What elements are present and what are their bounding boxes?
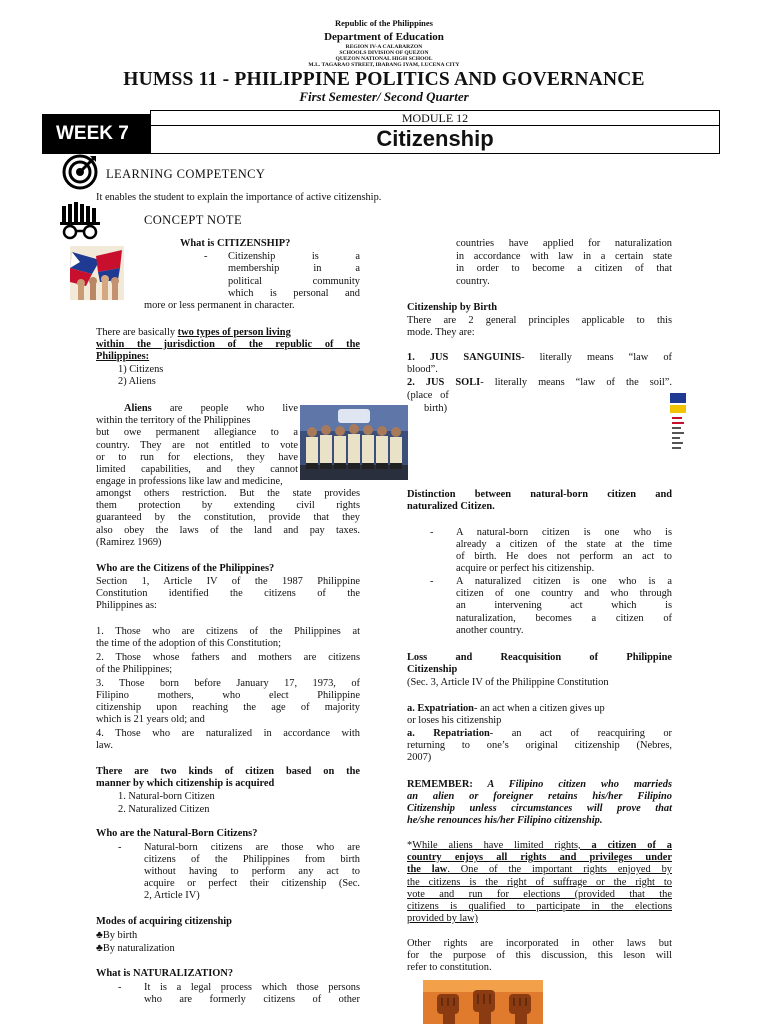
school-line: QUEZON NATIONAL HIGH SCHOOL — [335, 56, 433, 62]
by-birth-line: There are 2 general principles applicable to this — [407, 315, 672, 326]
jus-soli-line — [407, 377, 672, 389]
jus-sanguinis-text: - literally means “law of — [521, 352, 672, 363]
citizen-list-line: the time of the adoption of this Constitution; — [96, 638, 281, 649]
natural-born-q: Who are the Natural-Born Citizens? — [96, 828, 258, 839]
citizen-list-line: 2. Those whose fathers and mothers are citizens — [96, 652, 360, 663]
citizen-list-line: of the Philippines; — [96, 664, 173, 675]
loss-reference: (Sec. 3, Article IV of the Philippine Constitution — [407, 677, 609, 688]
kind-item: 1. Natural-born Citizen — [118, 791, 215, 802]
poster-clip — [670, 393, 686, 463]
types-bold: two types of person living — [177, 327, 291, 338]
subject-title: HUMSS 11 - PHILIPPINE POLITICS AND GOVERNANCE — [123, 69, 645, 90]
aliens-line: (Ramirez 1969) — [96, 537, 162, 548]
citizen-list-line: 1. Those who are citizens of the Philippines at — [96, 626, 360, 637]
section1-line: Section 1, Article IV of the 1987 Philippine — [96, 576, 360, 587]
rights-text: . One of the important rights enjoyed by — [447, 864, 672, 875]
remember-line — [407, 779, 672, 791]
aliens-line: also obey the laws of the land and pay taxes. — [96, 525, 360, 536]
jus-sanguinis-term: 1. JUS SANGUINIS — [407, 352, 522, 363]
citizenship-def-line: more or less permanent in character. — [144, 300, 295, 311]
dash: - — [430, 576, 434, 587]
loss-q: Citizenship — [407, 664, 458, 675]
citizen-list-line: citizenship upon reaching the age of majority — [96, 702, 360, 713]
two-kinds-line: manner by which citizenship is acquired — [96, 778, 275, 789]
naturalization-cont-line: in accordance with law in a certain state — [456, 251, 672, 262]
repatriation-cont: 2007) — [407, 752, 432, 763]
citizen-list-line: which is 21 years old; and — [96, 714, 205, 725]
citizen-list-line: 4. Those who are naturalized in accordance with — [96, 728, 360, 739]
types-paragraph — [96, 327, 360, 339]
distinction-1-line: acquire or perfect his citizenship. — [456, 563, 595, 574]
aliens-line-text: are people who live — [169, 403, 298, 414]
other-rights-line: refer to constitution. — [407, 962, 492, 973]
other-rights-line: for the purpose of this discussion, this leson will — [407, 950, 672, 961]
what-is-citizenship-q: What is CITIZENSHIP? — [180, 238, 291, 249]
region-line: REGION IV-A CALABARZON — [345, 44, 423, 50]
group-photo — [300, 405, 408, 480]
remember-line: he/she renounces his/her Filipino citizenship. — [407, 815, 603, 826]
section1-line: Philippines as: — [96, 600, 157, 611]
remember-label: REMEMBER: — [407, 779, 473, 790]
rights-bold: the law — [407, 864, 448, 875]
module-box — [150, 110, 720, 154]
rights-line: the citizens is the right of suffrage or the right to — [407, 877, 672, 888]
rights-line — [407, 864, 672, 876]
repatriation-line — [407, 728, 672, 740]
distinction-2-line: another country. — [456, 625, 524, 636]
naturalization-def-line: It is a legal process which those persons — [144, 982, 360, 993]
aliens-line: engage in professions like law and medicine, — [96, 476, 283, 487]
mode-item: ♣By birth — [96, 930, 138, 941]
citizen-list-line: law. — [96, 740, 113, 751]
jus-soli-text: - literally means “law of the soil”. — [480, 377, 672, 388]
topic-title: Citizenship — [376, 126, 494, 151]
citizen-list-line: Filipino mothers, who elect Philippine — [96, 690, 360, 701]
types-bold-line: within the jurisdiction of the republic of the — [96, 339, 360, 350]
aliens-word: Aliens — [124, 403, 152, 414]
aliens-line: them protection by extending civil rights — [96, 500, 360, 511]
jus-sanguinis-line — [407, 352, 672, 364]
who-are-citizens-q: Who are the Citizens of the Philippines? — [96, 563, 275, 574]
concept-note-heading: CONCEPT NOTE — [144, 213, 242, 227]
repatriation-text: - an act of reacquiring or — [489, 728, 672, 739]
jus-soli-cont: birth) — [424, 403, 448, 414]
citizenship-def-line: Citizenship is a — [228, 251, 360, 262]
other-rights-line: Other rights are incorporated in other laws but — [407, 938, 672, 949]
republic-line: Republic of the Philippines — [334, 18, 433, 28]
repatriation-cont: returning to one’s original citizenship (Nebres, — [407, 740, 672, 751]
type-item: 1) Citizens — [118, 364, 164, 375]
semester-subtitle: First Semester/ Second Quarter — [299, 89, 469, 104]
types-bold-line: Philippines: — [96, 351, 150, 362]
repatriation-term: a. Repatriation — [407, 728, 490, 739]
rights-line: citizens is qualified to participate in the elections — [407, 901, 672, 912]
fists-photo — [423, 980, 543, 1024]
flag-photo — [70, 246, 124, 300]
module-label: MODULE 12 — [401, 111, 469, 125]
naturalization-cont-line: in order to become a citizen of that — [456, 263, 672, 274]
modes-q: Modes of acquiring citizenship — [96, 916, 232, 927]
learning-competency-heading: LEARNING COMPETENCY — [106, 167, 266, 181]
target-icon — [62, 154, 98, 190]
expatriation-line — [407, 703, 672, 715]
naturalization-cont-line: countries have applied for naturalization — [456, 238, 672, 249]
aliens-line: within the territory of the Philippines — [96, 415, 251, 426]
remember-line: Citizenship unless circumstances will prove that — [407, 803, 672, 814]
expatriation-term: a. Expatriation — [407, 703, 474, 714]
natural-def-line: without having to perform any act to — [144, 866, 360, 877]
jus-soli-term: 2. JUS SOLI — [407, 377, 481, 388]
naturalization-q: What is NATURALIZATION? — [96, 968, 234, 979]
mode-item: ♣By naturalization — [96, 943, 175, 954]
expatriation-text: - an act when a citizen gives up — [473, 703, 605, 714]
remember-line: an alien or foreigner retains his/her Filipino — [407, 791, 672, 802]
citizenship-def-line: membership in a — [228, 263, 360, 274]
book-glasses-icon — [58, 202, 102, 240]
by-birth-line: mode. They are: — [407, 327, 475, 338]
aliens-line: amongst others restriction. But the state provides — [96, 488, 360, 499]
division-line: SCHOOLS DIVISION OF QUEZON — [339, 50, 429, 56]
rights-asterisk: * — [407, 840, 413, 851]
dash: - — [118, 982, 122, 993]
aliens-line: guaranteed by the constitution, provide that they — [96, 512, 360, 523]
two-kinds-line: There are two kinds of citizen based on the — [96, 766, 360, 777]
natural-def-line: 2, Article IV) — [144, 890, 200, 901]
expatriation-cont: or loses his citizenship — [407, 715, 502, 726]
aliens-line: or to run for elections, they have — [96, 452, 298, 463]
natural-def-line: Natural-born citizens are those who are — [144, 842, 360, 853]
aliens-line: but owe permanent allegiance to a — [96, 427, 298, 438]
by-birth-q: Citizenship by Birth — [407, 302, 498, 313]
citizenship-def-line: which is personal and — [228, 288, 360, 299]
rights-line: vote and run for elections (provided that the — [407, 889, 672, 900]
rights-bold: a citizen of a — [591, 840, 673, 851]
aliens-line: limited capabilities, and they cannot — [96, 464, 298, 475]
week-badge: WEEK 7 — [42, 114, 150, 154]
remember-text: A Filipino citizen who marrieds — [472, 779, 672, 790]
distinction-2-line: an intervening act which is — [456, 600, 672, 611]
kind-item: 2. Naturalized Citizen — [118, 804, 210, 815]
citizenship-def-line: political community — [228, 276, 360, 287]
rights-text: While aliens have limited rights, — [412, 840, 592, 851]
citizen-list-line: 3. Those born before January 17, 1973, of — [96, 678, 360, 689]
types-intro: There are basically — [96, 327, 178, 338]
distinction-1-line: already a citizen of the state at the time — [456, 539, 672, 550]
loss-q: Loss and Reacquisition of Philippine — [407, 652, 672, 663]
distinction-2-line: citizen of one country and who through — [456, 588, 672, 599]
aliens-line — [124, 403, 298, 415]
distinction-q: naturalized Citizen. — [407, 501, 495, 512]
natural-def-line: citizens of the Philippines from birth — [144, 854, 360, 865]
distinction-q: Distinction between natural-born citizen and — [407, 489, 672, 500]
distinction-2-line: A naturalized citizen is one who is a — [456, 576, 672, 587]
dash: - — [204, 251, 208, 262]
rights-line: provided by law) — [407, 913, 478, 924]
jus-soli-cont: (place of — [407, 390, 449, 401]
distinction-1-line: A natural-born citizen is one who is — [456, 527, 672, 538]
department-line: Department of Education — [324, 31, 444, 43]
distinction-2-line: naturalization, becomes a citizen of — [456, 613, 672, 624]
type-item: 2) Aliens — [118, 376, 156, 387]
dash: - — [430, 527, 434, 538]
rights-line — [407, 840, 672, 852]
natural-def-line: acquire or perfect their citizenship (Sec. — [144, 878, 360, 889]
section1-line: Constitution identified the citizens of the — [96, 588, 360, 599]
competency-text: It enables the student to explain the importance of active citizenship. — [96, 192, 382, 203]
jus-sanguinis-cont: blood”. — [407, 364, 438, 375]
naturalization-def-line: who are formerly citizens of other — [144, 994, 360, 1005]
dash: - — [118, 842, 122, 853]
naturalization-cont-line: country. — [456, 276, 490, 287]
aliens-line: country. They are not entitled to vote — [96, 440, 298, 451]
address-line: M.L. TAGARAO STREET, IBABANG IYAM, LUCENA CITY — [308, 62, 460, 68]
rights-line: country enjoys all rights and privileges under — [407, 852, 672, 863]
distinction-1-line: of birth. He does not perform an act to — [456, 551, 672, 562]
